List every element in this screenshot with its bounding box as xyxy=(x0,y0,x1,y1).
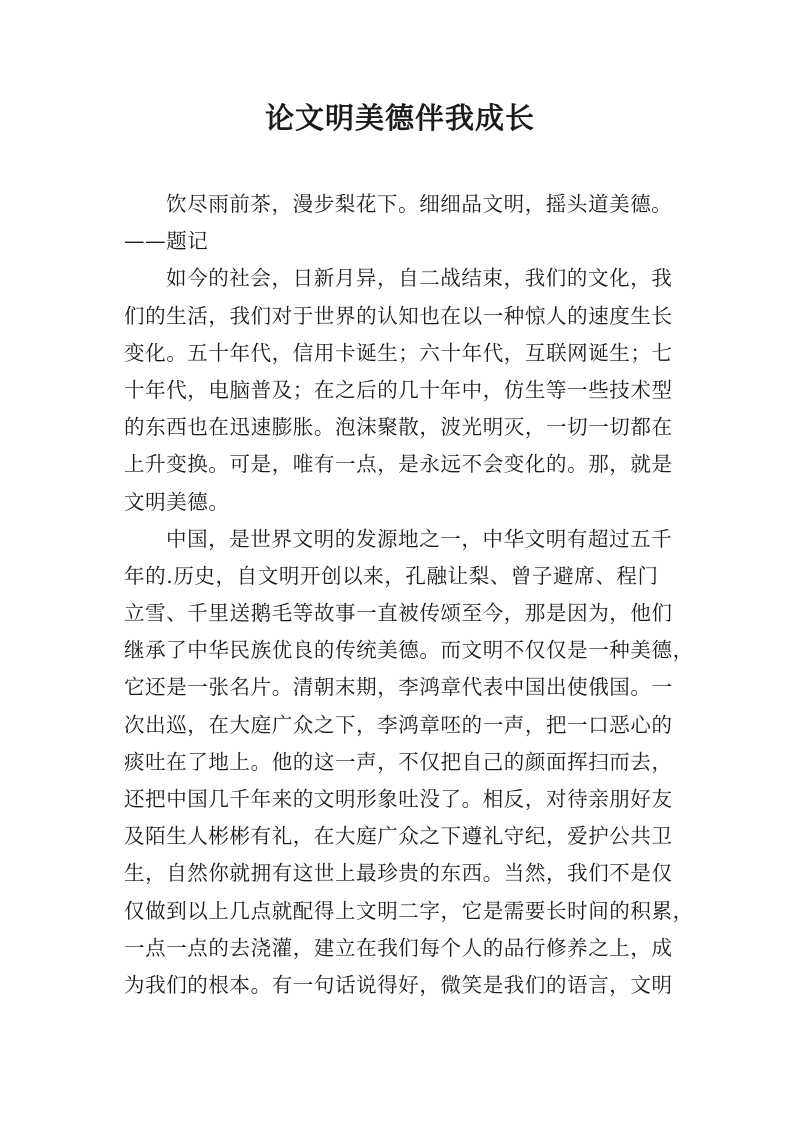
paragraph-line: 及陌生人彬彬有礼，在大庭广众之下遵礼守纪，爱护公共卫 xyxy=(124,824,673,849)
epigraph-attribution: ——题记 xyxy=(124,229,209,254)
paragraph-line: 的东西也在迅速膨胀。泡沫聚散，波光明灭，一切一切都在 xyxy=(124,415,673,440)
paragraph-line: 生，自然你就拥有这世上最珍贵的东西。当然，我们不是仅 xyxy=(124,861,673,886)
paragraph-line: 一点一点的去浇灌，建立在我们每个人的品行修养之上，成 xyxy=(124,935,673,960)
paragraph-line: 上升变换。可是，唯有一点，是永远不会变化的。那，就是 xyxy=(124,452,673,477)
document-body xyxy=(124,186,694,1004)
document-title: 论文明美德伴我成长 xyxy=(264,101,535,135)
paragraph-line: 立雪、千里送鹅毛等故事一直被传颂至今，那是因为，他们 xyxy=(124,601,673,626)
paragraph-line: 文明美德。 xyxy=(124,489,230,514)
paragraph-line: 还把中国几千年来的文明形象吐没了。相反，对待亲朋好友 xyxy=(124,787,673,811)
paragraph-line: 中国，是世界文明的发源地之一，中华文明有超过五千 xyxy=(166,526,673,551)
paragraph-line: 仅做到以上几点就配得上文明二字，它是需要长时间的积累， xyxy=(124,898,694,923)
paragraph-line: 们的生活，我们对于世界的认知也在以一种惊人的速度生长 xyxy=(124,303,673,328)
paragraph-line: 年的.历史，自文明开创以来，孔融让梨、曾子避席、程门 xyxy=(124,563,659,588)
paragraph-line: 为我们的根本。有一句话说得好，微笑是我们的语言，文明 xyxy=(124,972,673,997)
epigraph-line: 饮尽雨前茶，漫步梨花下。细细品文明，摇头道美德。 xyxy=(166,192,673,216)
paragraph-1 xyxy=(124,260,680,520)
paragraph-line: 继承了中华民族优良的传统美德。而文明不仅仅是一种美德， xyxy=(124,638,694,663)
paragraph-line: 如今的社会，日新月异，自二战结束，我们的文化，我 xyxy=(166,266,673,291)
paragraph-line: 十年代，电脑普及；在之后的几十年中，仿生等一些技术型 xyxy=(124,377,673,402)
paragraph-line: 次出巡，在大庭广众之下，李鸿章呸的一声，把一口恶心的 xyxy=(124,712,673,737)
paragraph-line: 变化。五十年代，信用卡诞生；六十年代，互联网诞生；七 xyxy=(124,340,673,365)
paragraph-line: 它还是一张名片。清朝末期，李鸿章代表中国出使俄国。一 xyxy=(124,675,673,700)
epigraph xyxy=(124,186,680,260)
paragraph-2 xyxy=(124,521,694,1004)
paragraph-line: 痰吐在了地上。他的这一声，不仅把自己的颜面挥扫而去， xyxy=(124,749,673,774)
